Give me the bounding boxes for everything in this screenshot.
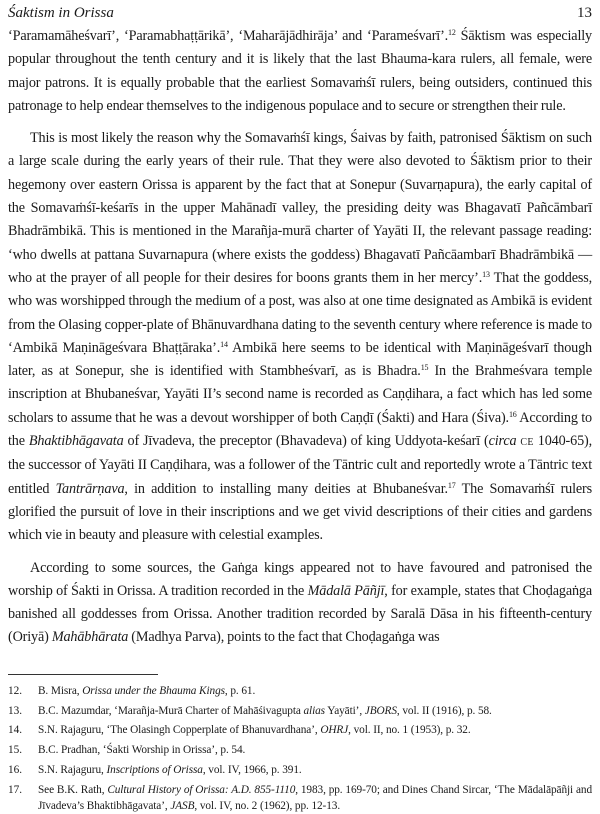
text-run: That the goddess, who was worshipped through the medium of a post, was also at one time designated as Ambikā is evident from the Olasing copper-plate of Bhānuvardhana dating to the seventh century where reference is made to ‘Ambikā Maṇināgeśvara Bhaṭṭāraka’. xyxy=(8,269,592,356)
footnote xyxy=(8,704,592,720)
footnote-divider xyxy=(8,674,158,675)
italic-text: Tantrārṇava xyxy=(55,480,125,497)
text-run: , p. 61. xyxy=(224,684,256,697)
text-run: , in addition to installing many deities at Bhubaneśvar. xyxy=(124,480,448,497)
text-run: See B.K. Rath, xyxy=(38,783,108,796)
paragraph xyxy=(8,25,592,118)
text-run: Yayāti’, xyxy=(324,704,365,717)
text-run: Śāktism was especially popular throughout the tenth century and it is likely that the last Bhauma-kara rulers, all female, were major patrons. It is equally probable that the earliest Somavaṁśī rulers, being outsiders, continued this patronage to help endear themselves to the indigenous populace and to secure or strengthen their rule. xyxy=(8,28,592,114)
text-run: This is most likely the reason why the Somavaṁśī kings, Śaivas by faith, patronised Śāktism on such a large scale during the early years of their rule. That they were also devoted to Śāktism prior to their hegemony over eastern Orissa is apparent by the fact that at Sonepur (Suvarṇapura), the early capital of the Somavaṁśī-keśarīs in the upper Mahānadī valley, the presiding deity was Bhagavatī Pañcāmbarī Bhadrāmbikā. This is mentioned in the Marañja-murā charter of Yayāti II, the relevant passage reading: ‘who dwells at pattana Suvarnapura (where exists the goddess) Bhagavatī Pañcāambarī Bhadrāmbikā — who at the prayer of all people for their desires for boons grants them in her mercy’. xyxy=(8,130,592,286)
footnote-text xyxy=(38,743,592,759)
footnote-ref: 12 xyxy=(448,28,456,37)
footnote-number: 15. xyxy=(8,744,23,757)
text-run: , vol. IV, 1966, p. 391. xyxy=(202,763,302,776)
footnote-ref: 16 xyxy=(508,409,517,419)
page-number: 13 xyxy=(577,5,592,21)
text-run: B.C. Mazumdar, ‘Marañja-Murā Charter of Mahāśivagupta xyxy=(38,704,304,717)
footnote-number: 16. xyxy=(8,763,23,776)
text-run: of Jīvadeva, the preceptor (Bhavadeva) of king Uddyota-keśarī ( xyxy=(123,433,489,450)
text-run: Ambikā here seems to be identical with Maṇināgeśvarī though later, as at Sonepur, she is identified with Stambheśvarī, as is Bhadra. xyxy=(8,339,592,380)
italic-text: Mādalā Pāñjī xyxy=(307,582,385,599)
italic-text: JBORS xyxy=(364,704,397,717)
running-header xyxy=(8,3,592,25)
footnotes-list xyxy=(8,684,592,814)
text-run: According to the xyxy=(8,409,592,450)
text-run: In the Brahmeśvara temple inscription at Bhubaneśvar, Yayāti II’s second name is recorded as Caṇḍihara, a fact which has led some scholars to assume that he was a devout worshipper of both Caṇḍī (Śakti) and Hara (Śiva). xyxy=(8,363,592,426)
text-run: , vol. II, no. 1 (1953), p. 32. xyxy=(348,724,471,737)
text-run: (Madhya Parva), points to the fact that Choḍagaṅga was xyxy=(128,629,440,646)
italic-text: circa xyxy=(488,433,517,450)
text-run: , vol. IV, no. 2 (1962), pp. 12-13. xyxy=(194,799,341,812)
text-run: S.N. Rajaguru, ‘The Olasingh Copperplate of Bhanuvardhana’, xyxy=(38,724,321,737)
running-title: Śaktism in Orissa xyxy=(8,5,114,21)
text-run: 1040-65), the successor of Yayāti II Caṇḍihara, was a follower of the Tāntric cult and reportedly wrote a Tāntric text entitled xyxy=(8,433,592,497)
text-run: S.N. Rajaguru, xyxy=(38,763,107,776)
text-run: , vol. II (1916), p. 58. xyxy=(396,704,492,717)
italic-text: Inscriptions of Orissa xyxy=(106,763,203,776)
footnote-ref: 13 xyxy=(482,269,490,279)
footnote-text xyxy=(38,704,592,720)
italic-text: Mahābhārata xyxy=(51,629,129,646)
text-run: , 1983, pp. 169-70; and Dines Chand Sircar, ‘The Mādalāpāñji and Jīvadeva’s Bhaktibhāgavata’, xyxy=(38,783,592,812)
italic-text: Cultural History of Orissa: A.D. 855-1110 xyxy=(107,783,296,796)
footnote-text xyxy=(38,783,592,814)
footnote-text xyxy=(38,723,592,739)
footnote-ref: 14 xyxy=(220,339,228,349)
footnote xyxy=(8,723,592,739)
text-run: B.C. Pradhan, ‘Śakti Worship in Orissa’, p. 54. xyxy=(38,744,246,757)
footnote-ref: 17 xyxy=(447,480,456,490)
footnote xyxy=(8,783,592,814)
footnote-number: 14. xyxy=(8,724,23,737)
footnote-number: 17. xyxy=(8,783,23,796)
text-run: According to some sources, the Gaṅga kings appeared not to have favoured and patronised the worship of Śakti in Orissa. A tradition recorded in the xyxy=(8,559,592,599)
text-run: , for example, states that Choḍagaṅga banished all goddesses from Orissa. Another tradition recorded by Saralā Dāsa in his fifteenth-century (Oriyā) xyxy=(8,582,593,646)
italic-text: Orissa under the Bhauma Kings xyxy=(82,684,225,697)
text-run: B. Misra, xyxy=(38,684,83,697)
footnote-ref: 15 xyxy=(420,363,429,373)
text-run: ‘Paramamāheśvarī’, ‘Paramabhaṭṭārikā’, ‘Maharājādhirāja’ and ‘Parameśvarī’. xyxy=(8,28,449,44)
footnote-text xyxy=(38,763,592,779)
footnote xyxy=(8,684,592,700)
paragraph xyxy=(8,557,592,650)
footnote-number: 12. xyxy=(8,684,23,697)
footnote xyxy=(8,743,592,759)
italic-text: alias xyxy=(303,704,325,717)
footnote-number: 13. xyxy=(8,704,23,717)
italic-text: JASB xyxy=(170,799,195,812)
paragraph xyxy=(8,127,592,547)
text-run: The Somavaṁśī rulers glorified the pursuit of love in their inscriptions and we get vivid descriptions of their cities and gardens which vie in beauty and pleasure with celestial examples. xyxy=(8,480,593,544)
italic-text: Bhaktibhāgavata xyxy=(28,433,124,450)
italic-text: OHRJ xyxy=(320,724,349,737)
footnote xyxy=(8,763,592,779)
era-abbrev: CE xyxy=(520,437,534,449)
footnote-text xyxy=(38,684,592,700)
